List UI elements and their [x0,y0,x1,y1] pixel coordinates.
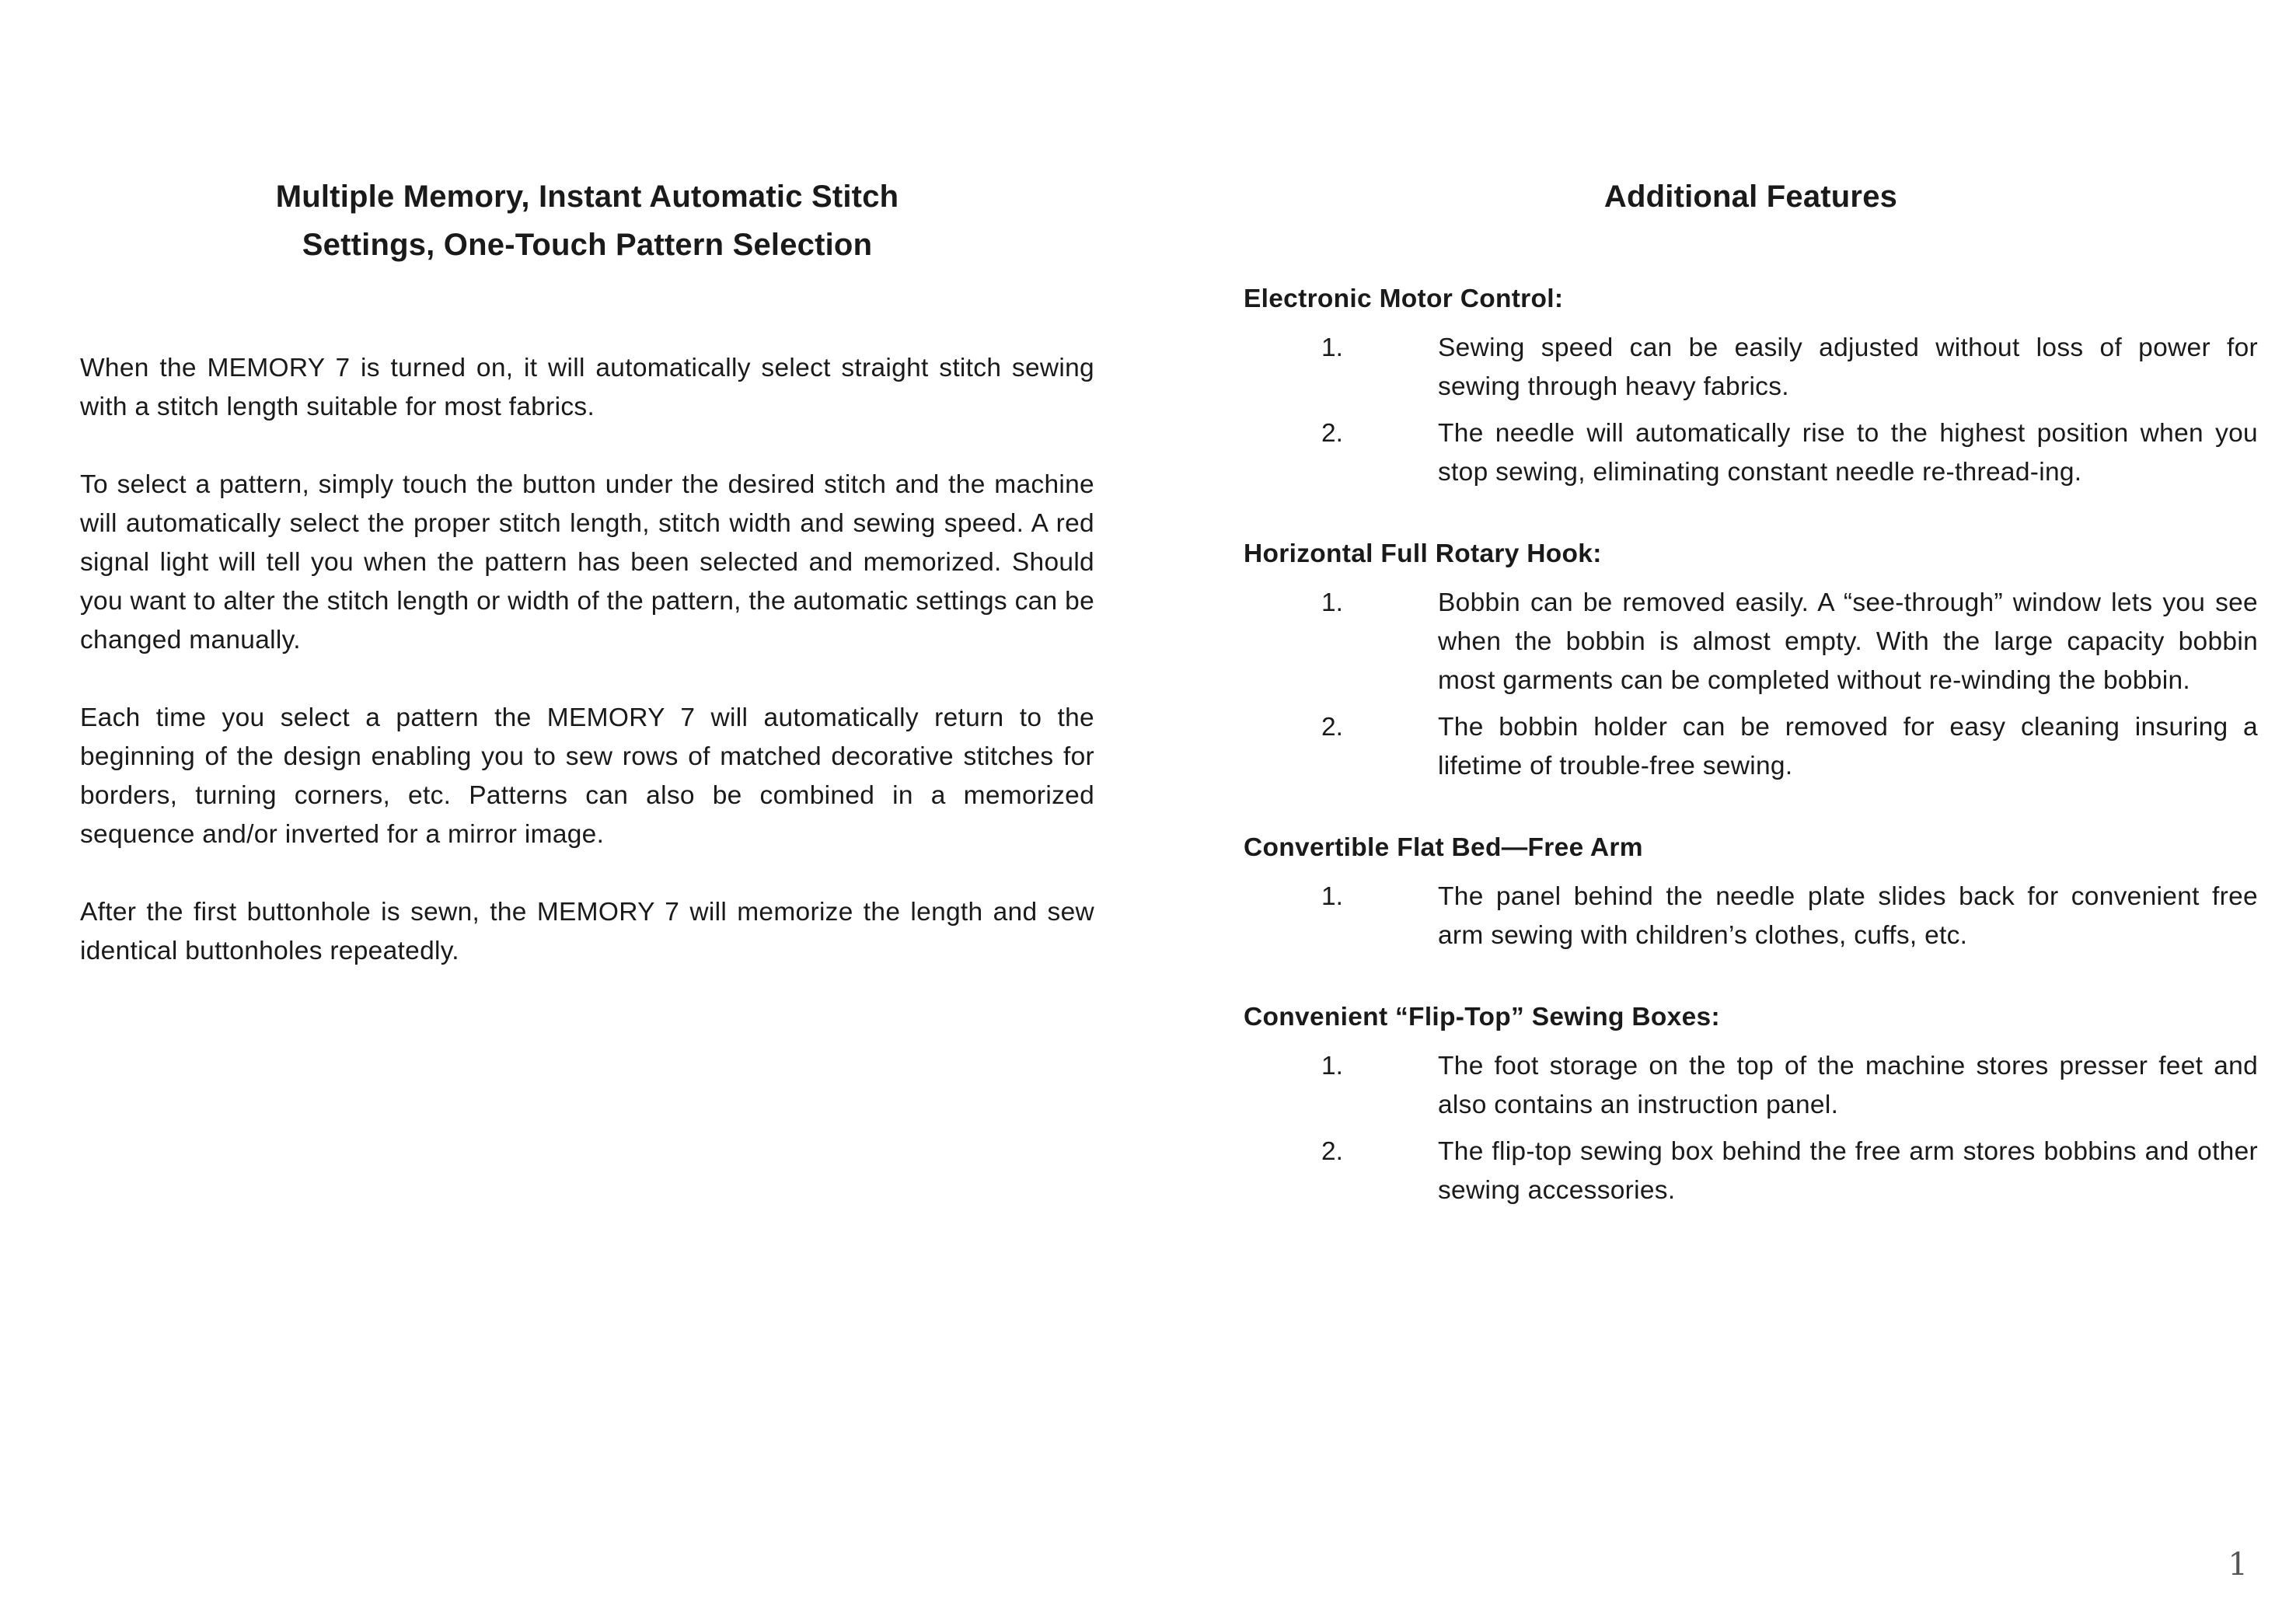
item-text: The panel behind the needle plate slides back for convenient free arm sewing with children’s clothes, cuffs, etc. [1438,882,2258,950]
section-motor-control [1244,277,2258,492]
list-item [1244,584,2258,700]
list-item [1244,1133,2258,1210]
item-number: 2. [1321,419,1343,448]
left-title-line1: Multiple Memory, Instant Automatic Stitch [275,180,899,214]
paragraph-power-on: When the MEMORY 7 is turned on, it will automatically select straight stitch sewing with a stitch length suitable for most fabrics. [80,354,1094,421]
paragraph-pattern-return: Each time you select a pattern the MEMORY 7 will automatically return to the beginning of the design enabling you to sew rows of matched decorative stitches for borders, turning corners, etc. Patterns can also be combined in a memorized sequence and/or inverted for a mirror image. [80,703,1094,849]
section-rotary-hook [1244,532,2258,786]
item-text: Bobbin can be removed easily. A “see-through” window lets you see when the bobbin is almost empty. With the large capacity bobbin most garments can be completed without re-winding the bobbin. [1438,588,2258,695]
item-number: 1. [1321,882,1343,911]
paragraph-pattern-select: To select a pattern, simply touch the button under the desired stitch and the machine will automatically select the proper stitch length, stitch width and sewing speed. A red signal light will tell you when the pattern has been selected and memorized. Should you want to alter the stitch length or width of the pattern, the automatic settings can be changed manually. [80,470,1094,654]
item-number: 2. [1321,1137,1343,1166]
section-heading: Electronic Motor Control: [1244,284,1564,313]
section-heading: Horizontal Full Rotary Hook: [1244,539,1602,568]
left-column [80,173,1094,1010]
item-text: The flip-top sewing box behind the free arm stores bobbins and other sewing accessories. [1438,1137,2258,1205]
section-heading: Convertible Flat Bed—Free Arm [1244,833,1643,862]
right-column [1244,173,2258,1251]
left-title [80,173,1094,269]
item-text: The foot storage on the top of the machine stores presser feet and also contains an instruction panel. [1438,1052,2258,1119]
list-item [1244,414,2258,492]
right-title: Additional Features [1603,180,1898,214]
list-item [1244,708,2258,786]
list-item [1244,1047,2258,1125]
item-text: The needle will automatically rise to the highest position when you stop sewing, eliminating constant needle re-thread-ing. [1438,419,2258,487]
section-heading: Convenient “Flip-Top” Sewing Boxes: [1244,1003,1720,1031]
item-number: 1. [1321,333,1343,362]
item-number: 1. [1321,588,1343,617]
item-number: 1. [1321,1052,1343,1080]
item-text: Sewing speed can be easily adjusted without loss of power for sewing through heavy fabrics. [1438,333,2258,401]
section-sewing-boxes [1244,996,2258,1210]
list-item [1244,878,2258,955]
item-number: 2. [1321,713,1343,742]
section-free-arm [1244,826,2258,955]
paragraph-buttonhole: After the first buttonhole is sewn, the MEMORY 7 will memorize the length and sew identical buttonholes repeatedly. [80,898,1094,965]
left-title-line2: Settings, One-Touch Pattern Selection [302,228,873,262]
page-number: 1 [2228,1547,2248,1583]
list-item [1244,329,2258,407]
item-text: The bobbin holder can be removed for easy cleaning insuring a lifetime of trouble-free sewing. [1438,713,2258,780]
